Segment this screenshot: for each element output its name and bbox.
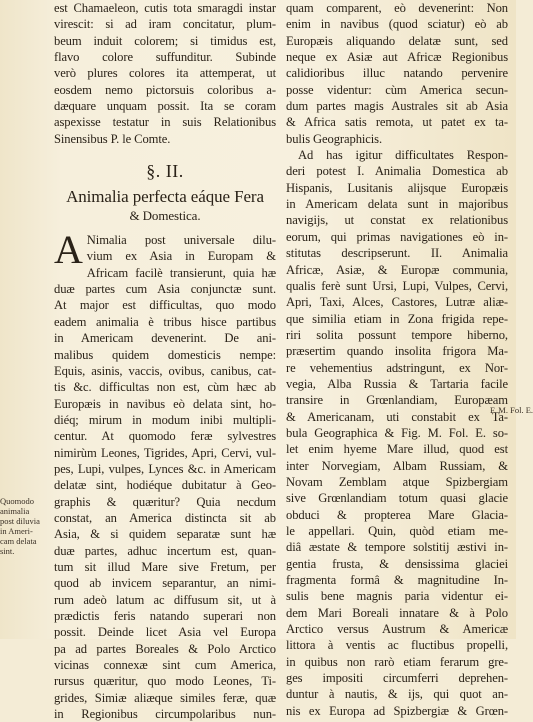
- text-line: Africam facilè transierunt, quia hæ: [86, 265, 276, 280]
- text-line: malibus quidem domesticis nempe:: [54, 347, 276, 362]
- text-line: fragmenta formâ & magnitudine In-: [286, 573, 508, 588]
- margin-note-line: animalia: [0, 506, 30, 516]
- text-line: Africæ, Asiæ, & Europæ communia,: [286, 262, 508, 277]
- text-line: vium ex Asia in Europam &: [86, 249, 276, 264]
- text-line: dem Mari Boreali innatare & à Polo: [286, 605, 508, 620]
- text-line: bula Geographica & Fig. M. Fol. E. so-: [286, 425, 508, 440]
- right-body-paragraph: [286, 0, 508, 719]
- text-line: & Africa satis remota, ut patet ex ta-: [286, 115, 508, 130]
- text-line: graphis & quæritur? Quia necdum: [54, 494, 276, 509]
- text-line: Nimalia post universale dilu-: [86, 233, 276, 248]
- text-line: let enim hyeme Mare illud, quod est: [286, 442, 508, 457]
- left-column: [54, 0, 276, 722]
- text-line: Novam Zemblam atque Spizbergiam: [286, 474, 508, 489]
- text-line: Sinensibus P. le Comte.: [54, 131, 171, 146]
- text-line: Europæis aliquando delatæ sunt, sed: [286, 33, 508, 48]
- text-line: calidioribus illuc natando pervenire: [286, 66, 508, 81]
- text-line: tis &c. difficultas non est, cùm hæc ab: [54, 380, 276, 395]
- text-line: grides, Simiæ aliæque similes feræ, quæ: [54, 690, 276, 705]
- text-line: duæ partes cum Asia conjunctæ sunt.: [54, 282, 276, 297]
- text-line: pes, Lupi, vulpes, Lynces &c. in Americam: [54, 461, 276, 476]
- text-line: dum partes magis Australes sit ab Asia: [286, 99, 508, 114]
- text-line: Apri, Taxi, Alces, Castores, Lutræ aliæ-: [286, 295, 508, 310]
- text-line: dæquare unquam possit. Ita se coram: [54, 99, 276, 114]
- text-line: re vehementius adstringunt, ex Nor-: [286, 360, 508, 375]
- text-line: in Americam devenerint. De ani-: [54, 331, 276, 346]
- text-line: nimirùm Leones, Tigrides, Apri, Cervi, vul-: [54, 445, 276, 460]
- text-line: inter Norvegiam, Albam Russiam, &: [286, 458, 508, 473]
- text-line: gentia frusta, & densissima glaciei: [286, 556, 508, 571]
- text-line: sive Grœnlandiam totum quasi glacie: [286, 491, 508, 506]
- text-line: eorum, qui primas navigationes eò in-: [286, 229, 508, 244]
- text-line: rum adeò latum ac diffusum sit, ut à: [54, 592, 276, 607]
- text-line: constat, an America distincta sit ab: [54, 510, 276, 525]
- section-subtitle: & Domestica.: [129, 208, 201, 224]
- text-line: duæ partes, adhuc incertum est, quan-: [54, 543, 276, 558]
- text-line: neque ex Asiæ aut Africæ Regionibus: [286, 50, 508, 65]
- text-line: stitutas descripserunt. II. Animalia: [286, 246, 508, 261]
- margin-note-line: sint.: [0, 546, 15, 556]
- text-line: riri solita possunt tempore hiberno,: [286, 327, 508, 342]
- right-column: [286, 0, 508, 719]
- text-line: vegia, Alba Russia & Tartaria facile: [286, 376, 508, 391]
- text-line: in quibus non rarò etiam ferarum gre-: [286, 654, 508, 669]
- text-line: qualis ferè sunt Ursi, Lupi, Vulpes, Cervi,: [286, 278, 508, 293]
- text-line: verò plures colores ita attemperat, ut: [54, 66, 276, 81]
- text-line: Ad has igitur difficultates Respon-: [298, 148, 508, 163]
- text-line: virescit: si ad iram concitatur, plum-: [54, 17, 276, 32]
- left-top-paragraph: [54, 0, 276, 147]
- text-line: quod ab invicem separantur, an nimi-: [54, 576, 276, 591]
- section-title: Animalia perfecta eáque Fera: [66, 187, 264, 207]
- text-line: enim in navibus (quod sciatur) eò ab: [286, 17, 508, 32]
- margin-note-line: Quomodo: [0, 496, 34, 506]
- drop-cap-letter: A: [54, 227, 83, 273]
- text-line: sulis bene magnis paria videntur ei-: [286, 589, 508, 604]
- text-line: eosdem nemo pictorsuis coloribus a-: [54, 82, 276, 97]
- margin-note-line: in Ameri-: [0, 526, 33, 536]
- text-line: vicinas connexæ sint cum America,: [54, 658, 276, 673]
- text-line: tum sit illud Mare sive Fretum, per: [54, 559, 276, 574]
- section-number: §. II.: [146, 161, 184, 182]
- text-line: beum induit colorem; si timidus est,: [54, 33, 276, 48]
- text-line: duntur à nautis, & ijs, qui quot an-: [286, 687, 508, 702]
- margin-note-right: F. M. Fol. E.: [490, 405, 533, 415]
- text-line: centur. At quomodo feræ sylvestres: [54, 429, 276, 444]
- text-line: Europæis in navibus eò delata sint, ho-: [54, 396, 276, 411]
- text-line: bulis Geographicis.: [286, 131, 383, 146]
- left-body-paragraph: [54, 227, 276, 722]
- text-line: & Americanam, uti constabit ex Ta-: [286, 409, 508, 424]
- text-line: flavo colore suffunditur. Subinde: [54, 50, 276, 65]
- text-line: aspexisse testatur in suis Relationibus: [54, 115, 276, 130]
- text-line: ges impositi circumferri deprehen-: [286, 671, 508, 686]
- text-line: Asia, & si quidem separatæ sunt hæ: [54, 527, 276, 542]
- text-line: posse videntur: cùm America secun-: [286, 82, 508, 97]
- text-line: Arctico versus Austrum & Americæ: [286, 622, 508, 637]
- text-line: quam comparent, eò devenerint: Non: [286, 1, 508, 15]
- text-line: prædictis feris natando superari non: [54, 609, 276, 623]
- text-line: in Americam delata sunt in majoribus: [286, 197, 508, 212]
- text-line: diâ æstate & tempore solstitij æstivi in-: [286, 540, 508, 555]
- text-line: nis ex Europa ad Spizbergiæ & Grœn-: [286, 703, 508, 718]
- text-line: rursus quæritur, quo modo Leones, Ti-: [54, 674, 276, 689]
- margin-note-left: [0, 496, 48, 556]
- text-line: diéq; mirum in modum inibi multipli-: [54, 412, 276, 427]
- text-line: que similia etiam in Zona frigida repe-: [286, 311, 508, 326]
- text-line: in Regionibus circumpolaribus nun-: [54, 707, 276, 722]
- text-line: Equis, asinis, vaccis, ovibus, canibus, cat-: [54, 363, 276, 378]
- text-line: est Chamaeleon, cutis tota smaragdi instar: [54, 1, 276, 15]
- text-line: Hispanis, Lusitanis alijsque Europæis: [286, 180, 508, 195]
- text-line: pa ad partes Boreales & Polo Arctico: [54, 641, 276, 656]
- text-line: littora à ventis ac fluctibus propelli,: [286, 638, 508, 653]
- margin-note-line: cam delata: [0, 536, 37, 546]
- text-line: transire in Grœnlandiam, Europæam: [286, 393, 508, 408]
- text-line: delatæ sint, hodiéque dubitatur à Geo-: [54, 478, 276, 493]
- text-line: deri potest I. Animalia Domestica ab: [286, 164, 508, 179]
- text-line: præsertim quando insolita frigora Ma-: [286, 344, 508, 359]
- text-line: eadem animalia è tribus hisce partibus: [54, 314, 276, 329]
- text-line: possit. Deinde licet Asia vel Europa: [54, 625, 276, 640]
- text-line: le appellari. Quin, quòd etiam me-: [286, 524, 508, 538]
- text-line: At major est difficultas, quo modo: [54, 298, 276, 313]
- margin-note-line: post diluvia: [0, 516, 40, 526]
- text-line: obduci & propterea Mare Glacia-: [286, 507, 508, 522]
- text-line: navigijs, ut constat ex relationibus: [286, 213, 508, 228]
